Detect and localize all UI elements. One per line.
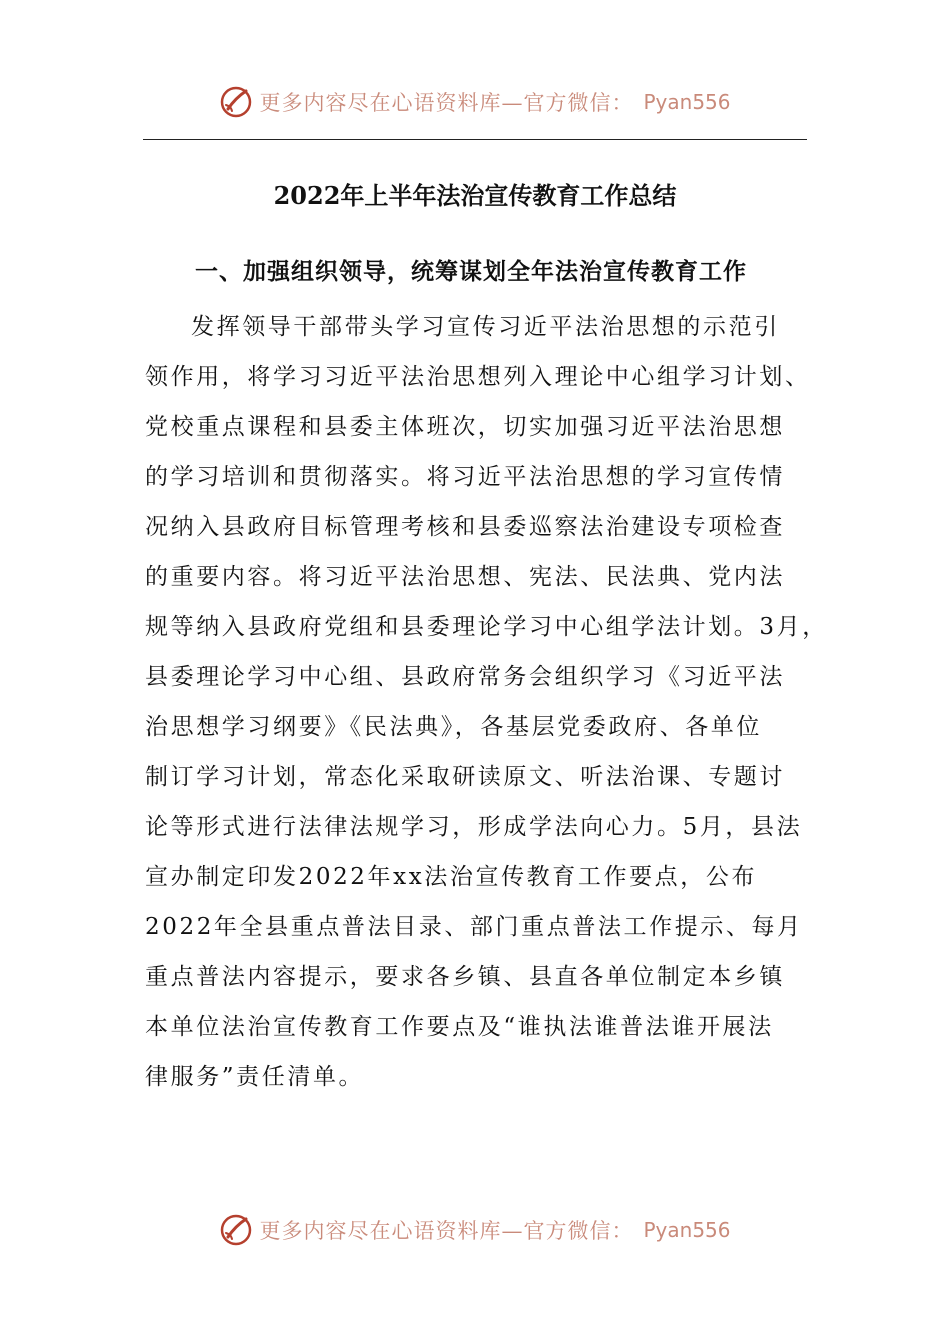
header-divider [143, 139, 807, 140]
body-line: 治思想学习纲要》《民法典》，各基层党委政府、各单位 [145, 714, 762, 740]
document-title: 2022年上半年法治宣传教育工作总结 [273, 181, 677, 210]
calligraphy-brush-logo-icon [219, 85, 253, 119]
watermark-text: 更多内容尽在心语资料库—官方微信： [259, 1219, 634, 1243]
body-line: 党校重点课程和县委主体班次，切实加强习近平法治思想 [145, 414, 785, 440]
body-line: 发挥领导干部带头学习宣传习近平法治思想的示范引 [191, 314, 780, 340]
body-line: 律服务”责任清单。 [145, 1064, 365, 1090]
body-line: 宣办制定印发2022年xx法治宣传教育工作要点，公布 [145, 864, 758, 890]
body-line: 县委理论学习中心组、县政府常务会组织学习《习近平法 [145, 664, 785, 690]
section-heading: 一、加强组织领导，统筹谋划全年法治宣传教育工作 [195, 259, 747, 285]
watermark-text: 更多内容尽在心语资料库—官方微信： [259, 91, 634, 115]
body-line: 重点普法内容提示，要求各乡镇、县直各单位制定本乡镇 [145, 964, 785, 990]
watermark-wechat-id: Pyan556 [643, 90, 731, 114]
body-line: 本单位法治宣传教育工作要点及“谁执法谁普法谁开展法 [145, 1014, 774, 1040]
header-watermark [0, 80, 950, 124]
footer-watermark [0, 1208, 950, 1252]
body-paragraph [145, 302, 828, 1102]
body-line: 的重要内容。将习近平法治思想、宪法、民法典、党内法 [145, 564, 785, 590]
calligraphy-brush-logo-icon [219, 1213, 253, 1247]
body-line: 规等纳入县政府党组和县委理论学习中心组学法计划。3月， [145, 614, 828, 640]
body-line: 论等形式进行法律法规学习，形成学法向心力。5月，县法 [145, 814, 803, 840]
body-line: 的学习培训和贯彻落实。将习近平法治思想的学习宣传情 [145, 464, 785, 490]
body-line: 2022年全县重点普法目录、部门重点普法工作提示、每月 [145, 914, 803, 940]
body-line: 领作用，将学习习近平法治思想列入理论中心组学习计划、 [145, 364, 811, 390]
body-line: 况纳入县政府目标管理考核和县委巡察法治建设专项检查 [145, 514, 785, 540]
body-line: 制订学习计划，常态化采取研读原文、听法治课、专题讨 [145, 764, 785, 790]
watermark-wechat-id: Pyan556 [643, 1218, 731, 1242]
